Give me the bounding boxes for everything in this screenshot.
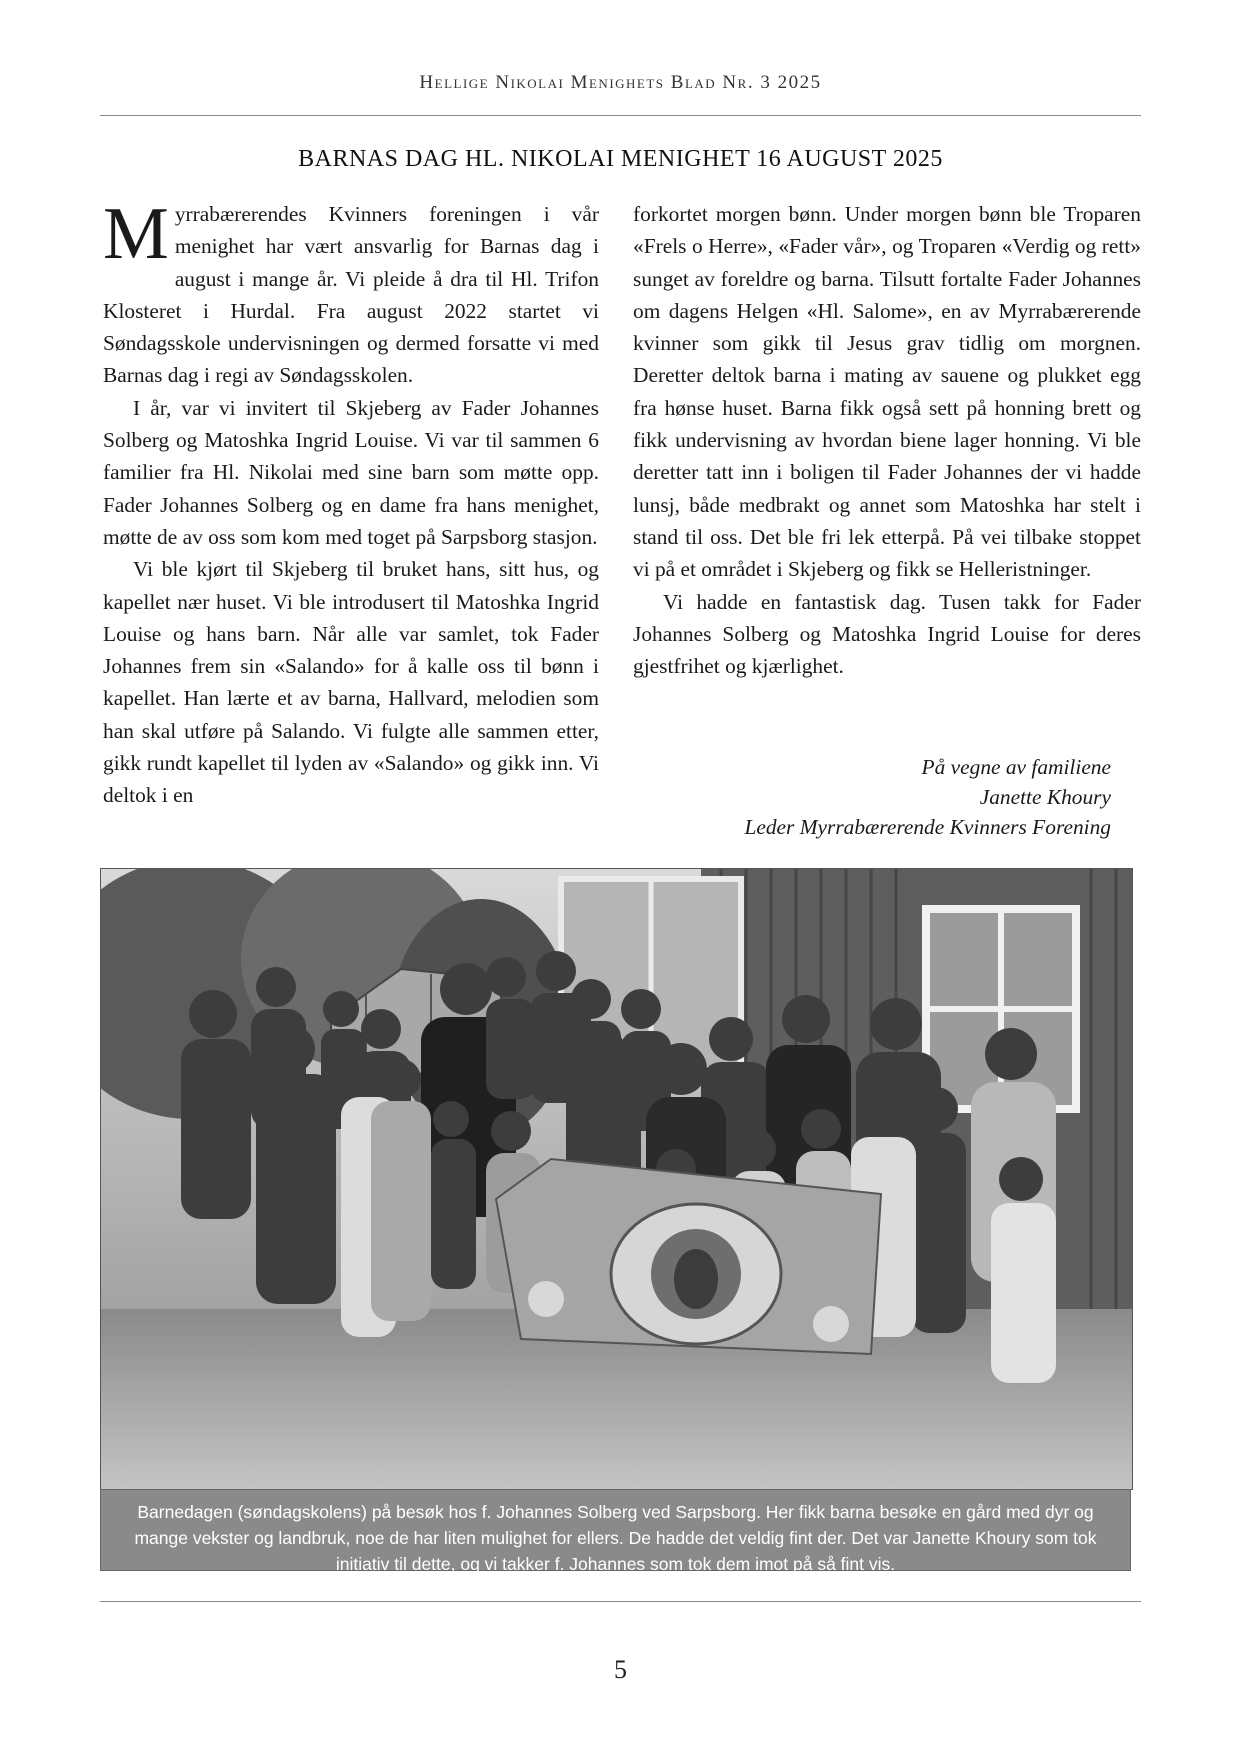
signature-title: Leder Myrrabærerende Kvinners Forening (744, 815, 1111, 839)
signature-name: Janette Khoury (979, 785, 1111, 809)
paragraph-1 (103, 193, 599, 392)
article-column-right (633, 198, 1141, 682)
running-head: Hellige Nikolai Menighets Blad Nr. 3 2025 (419, 72, 822, 93)
article-title: BARNAS DAG HL. NIKOLAI MENIGHET 16 AUGUST 2025 (298, 146, 943, 172)
page-number: 5 (614, 1655, 627, 1684)
signature-block (744, 752, 1111, 842)
paragraph-2: I år, var vi invitert til Skjeberg av Fader Johannes Solberg og Matoshka Ingrid Louise. Vi var til sammen 6 familier fra Hl. Nikolai med sine barn som møtte opp. Fader Johannes Solberg og en dame fra hans menighet, møtte de av oss som kom med toget på Sarpsborg stasjon. (103, 395, 599, 549)
article-column-left (103, 193, 599, 812)
paragraph-4: forkortet morgen bønn. Under morgen bønn ble Troparen «Frels o Herre», «Fader vår», og Troparen «Verdig og rett» sunget av foreldre og barna. Tilsutt fortalte Fader Johannes om dagens Helgen «Hl. Salome», en av Myrrabærerende kvinner som gikk til Jesus grav tidlig om morgnen. Deretter deltok barna i mating av sauene og plukket egg fra hønse huset. Barna fikk også sett på honning brett og fikk undervisning av hvordan biene lager honning. Vi ble deretter tatt inn i boligen til Fader Johannes der vi hadde lunsj, både medbrakt og annet som Matoshka har stelt i stand til oss. Det ble fri lek etterpå. På vei tilbake stoppet vi på et området i Skjeberg og fikk se Helleristninger. (633, 202, 1141, 582)
paragraph-5: Vi hadde en fantastisk dag. Tusen takk for Fader Johannes Solberg og Matoshka Ingrid Louise for deres gjestfrihet og kjærlighet. (633, 589, 1141, 679)
footer-rule (100, 1601, 1141, 1602)
header-rule (100, 115, 1141, 116)
paragraph-1-text: yrrabærerendes Kvinners foreningen i vår menighet har vært ansvarlig for Barnas dag i august i mange år. Vi pleide å dra til Hl. Trifon Klosteret i Hurdal. Fra august 2022 startet vi Søndagsskole undervisningen og dermed forsatte vi med Barnas dag i regi av Søndagsskolen. (103, 202, 599, 388)
group-photo (100, 868, 1133, 1490)
photo-caption: Barnedagen (søndagskolens) på besøk hos f. Johannes Solberg ved Sarpsborg. Her fikk barna besøke en gård med dyr og mange vekster og landbruk, noe de har liten mulighet for ellers. De hadde det veldig fint der. Det var Janette Khoury som tok initiativ til dette, og vi takker f. Johannes som tok dem imot på så fint vis. (100, 1489, 1131, 1571)
drop-cap: M (103, 193, 169, 275)
signature-line-1: På vegne av familiene (921, 755, 1111, 779)
paragraph-3: Vi ble kjørt til Skjeberg til bruket hans, sitt hus, og kapellet nær huset. Vi ble introdusert til Matoshka Ingrid Louise og hans barn. Når alle var samlet, tok Fader Johannes frem sin «Salando» for å kalle oss til bønn i kapellet. Han lærte et av barna, Hallvard, melodien som han skal utføre på Salando. Vi fulgte alle sammen etter, gikk rundt kapellet til lyden av «Salando» og gikk inn. Vi deltok i en (103, 557, 599, 808)
